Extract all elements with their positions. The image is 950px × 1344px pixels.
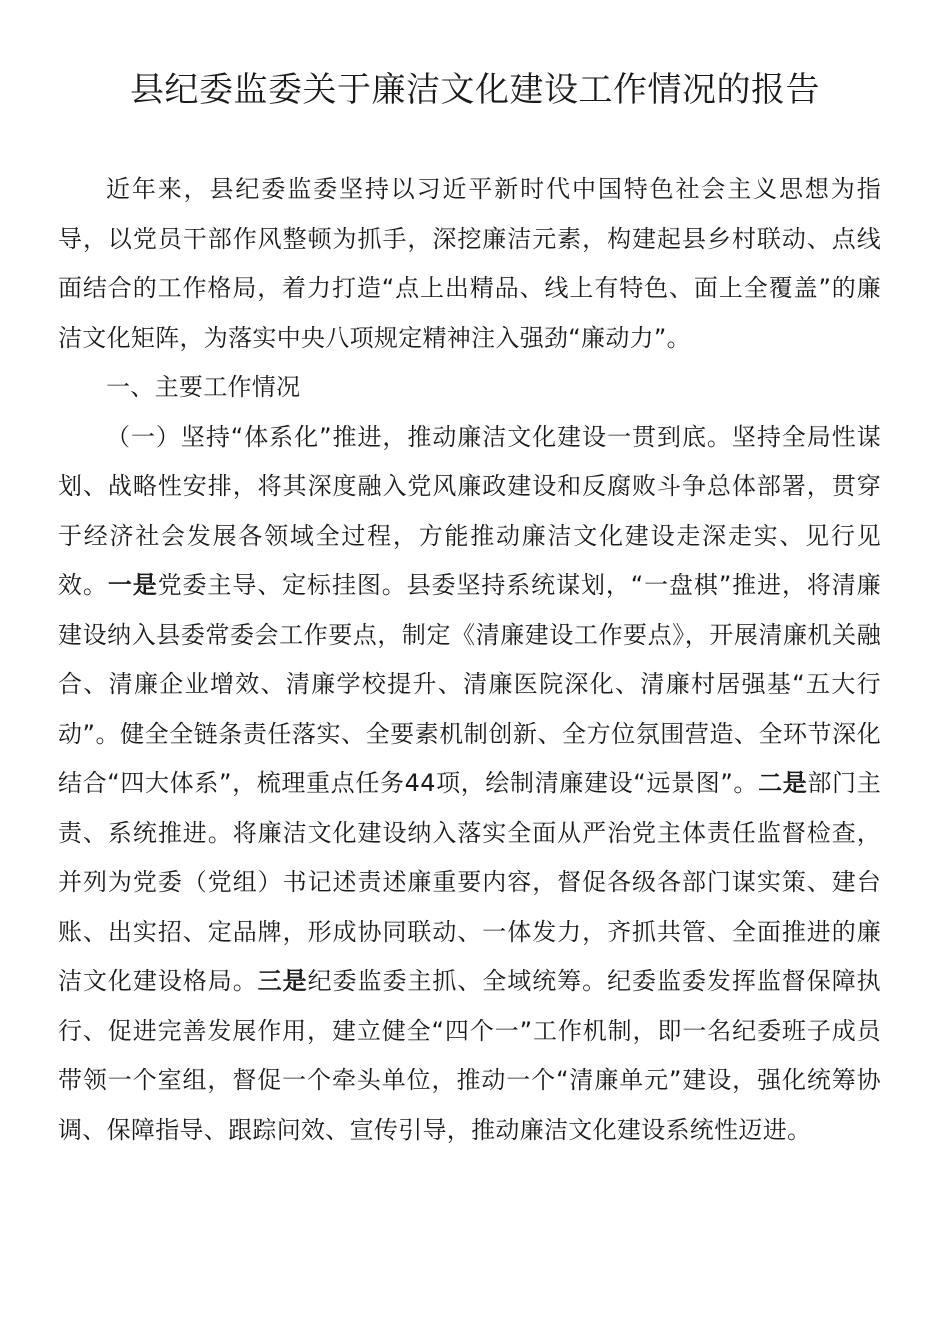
- point-label-3: 三是: [257, 967, 308, 995]
- subsection-lead: （一）坚持“体系化”推进，推动廉洁文化建设一贯到底。坚持全局性谋划、战略性安排，将其深度融入党风廉政建设和反腐败斗争总体部署，贯穿于经济社会发展各领域全过程，方能推动廉洁文化建设走深走实、见行见效。: [58, 422, 881, 599]
- subsection-paragraph: [58, 413, 881, 1156]
- point-text-3: 纪委监委主抓、全域统筹。纪委监委发挥监督保障执行、促进完善发展作用，建立健全“四个一”工作机制，即一名纪委班子成员带领一个室组，督促一个牵头单位，推动一个“清廉单元”建设，强化统筹协调、保障指导、跟踪问效、宣传引导，推动廉洁文化建设系统性迈进。: [58, 967, 881, 1144]
- point-label-2: 二是: [758, 769, 808, 797]
- section-heading: 一、主要工作情况: [106, 373, 301, 401]
- document-title: 县纪委监委关于廉洁文化建设工作情况的报告: [130, 70, 820, 110]
- point-text-2: 部门主责、系统推进。将廉洁文化建设纳入落实全面从严治党主体责任监督检查，并列为党委（党组）书记述责述廉重要内容，督促各级各部门谋实策、建台账、出实招、定品牌，形成协同联动、一体发力，齐抓共管、全面推进的廉洁文化建设格局。: [58, 769, 881, 995]
- document-body: [58, 165, 881, 1155]
- point-text-1: 党委主导、定标挂图。县委坚持系统谋划，“一盘棋”推进，将清廉建设纳入县委常委会工作要点，制定《清廉建设工作要点》，开展清廉机关融合、清廉企业增效、清廉学校提升、清廉医院深化、清廉村居强基“五大行动”。健全全链条责任落实、全要素机制创新、全方位氛围营造、全环节深化结合“四大体系”，梳理重点任务44项，绘制清廉建设“远景图”。: [58, 571, 881, 797]
- point-label-1: 一是: [107, 571, 158, 599]
- intro-paragraph: 近年来，县纪委监委坚持以习近平新时代中国特色社会主义思想为指导，以党员干部作风整顿为抓手，深挖廉洁元素，构建起县乡村联动、点线面结合的工作格局，着力打造“点上出精品、线上有特色、面上全覆盖”的廉洁文化矩阵，为落实中央八项规定精神注入强劲“廉动力”。: [58, 175, 881, 352]
